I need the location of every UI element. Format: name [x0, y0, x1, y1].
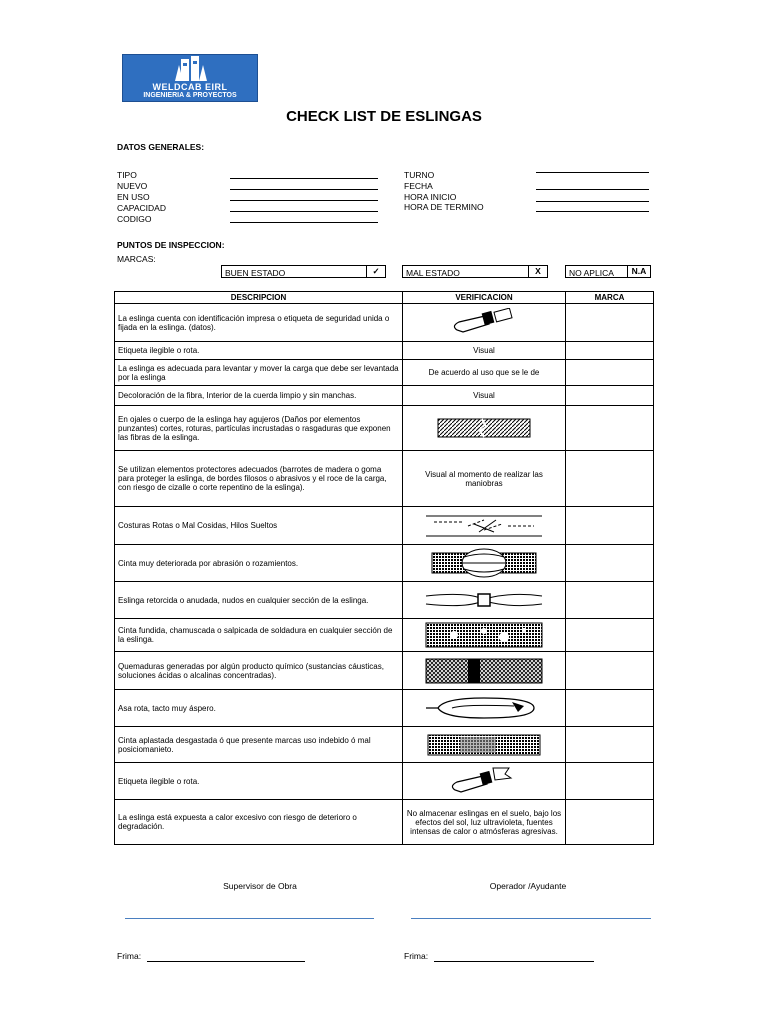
row-description: Eslinga retorcida o anudada, nudos en cualquier sección de la eslinga. [115, 582, 403, 619]
row-mark-cell[interactable] [566, 690, 654, 727]
row-mark-cell[interactable] [566, 386, 654, 406]
row-description: Cinta fundida, chamuscada o salpicada de soldadura en cualquier sección de la eslinga. [115, 619, 403, 652]
x-mark-icon: X [528, 266, 547, 277]
row-mark-cell[interactable] [566, 727, 654, 763]
field-nuevo-label: NUEVO [117, 181, 148, 191]
na-mark-icon: N.A [627, 266, 650, 277]
row-verification [403, 406, 566, 451]
row-description: Asa rota, tacto muy áspero. [115, 690, 403, 727]
legend-no-aplica [565, 265, 651, 278]
legend-mal-estado [402, 265, 548, 278]
table-row [115, 690, 654, 727]
row-mark-cell[interactable] [566, 507, 654, 545]
row-verification [403, 652, 566, 690]
legend-buen-estado [221, 265, 386, 278]
table-row [115, 360, 654, 386]
field-en-uso-label: EN USO [117, 192, 150, 202]
field-capacidad-input[interactable] [230, 211, 378, 212]
row-verification [403, 727, 566, 763]
table-row [115, 304, 654, 342]
table-row [115, 386, 654, 406]
table-row [115, 652, 654, 690]
table-row [115, 545, 654, 582]
row-mark-cell[interactable] [566, 800, 654, 845]
field-turno-input[interactable] [536, 172, 649, 173]
page-title: CHECK LIST DE ESLINGAS [286, 108, 482, 125]
row-mark-cell[interactable] [566, 342, 654, 360]
firma-right-label: Frima: [404, 951, 429, 961]
header-verificacion: VERIFICACION [403, 292, 566, 304]
table-row [115, 582, 654, 619]
chemical-burn-icon [424, 655, 544, 687]
marcas-label: MARCAS: [117, 254, 156, 264]
row-description: Etiqueta ilegible o rota. [115, 342, 403, 360]
field-codigo-label: CODIGO [117, 214, 152, 224]
check-mark-icon: ✓ [366, 266, 385, 277]
operador-label: Operador /Ayudante [489, 881, 567, 891]
header-marca: MARCA [566, 292, 654, 304]
torn-tag-icon [449, 766, 519, 796]
datos-generales-heading: DATOS GENERALES: [117, 142, 205, 152]
table-row [115, 800, 654, 845]
row-description: La eslinga es adecuada para levantar y mover la carga que debe ser levantada por la eslinga [115, 360, 403, 386]
cut-webbing-icon [436, 415, 532, 441]
firma-left-label: Frima: [117, 951, 142, 961]
row-description: Cinta muy deteriorada por abrasión o rozamientos. [115, 545, 403, 582]
row-verification [403, 545, 566, 582]
table-row [115, 763, 654, 800]
header-descripcion: DESCRIPCION [115, 292, 403, 304]
abraded-webbing-icon [430, 547, 538, 579]
row-verification [403, 304, 566, 342]
crushed-webbing-icon [426, 731, 542, 759]
knotted-sling-icon [424, 586, 544, 614]
row-verification: De acuerdo al uso que se le de [403, 360, 566, 386]
row-description: En ojales o cuerpo de la eslinga hay agujeros (Daños por elementos punzantes) cortes, roturas, partículas incrustadas o rasgaduras que exponen las fibras de la eslinga. [115, 406, 403, 451]
legend-no-aplica-label: NO APLICA [569, 268, 614, 278]
buildings-logo-icon [123, 55, 259, 83]
row-verification [403, 690, 566, 727]
firma-left-input[interactable] [147, 961, 305, 962]
row-mark-cell[interactable] [566, 451, 654, 507]
row-description: La eslinga cuenta con identificación impresa o etiqueta de seguridad unida o fijada en la eslinga. (datos). [115, 304, 403, 342]
field-codigo-input[interactable] [230, 222, 378, 223]
table-row [115, 406, 654, 451]
row-description: Quemaduras generadas por algún producto químico (sustancias cáusticas, soluciones ácidas o alcalinas concentradas). [115, 652, 403, 690]
operador-signature-line[interactable] [411, 918, 651, 919]
row-verification [403, 507, 566, 545]
row-mark-cell[interactable] [566, 652, 654, 690]
table-row [115, 342, 654, 360]
field-tipo-label: TIPO [117, 170, 137, 180]
sling-tag-icon [449, 308, 519, 338]
row-verification: Visual [403, 342, 566, 360]
table-row [115, 507, 654, 545]
field-fecha-input[interactable] [536, 189, 649, 190]
broken-eye-icon [424, 694, 544, 722]
row-description: Cinta aplastada desgastada ó que presente marcas uso indebido ó mal posiciomanieto. [115, 727, 403, 763]
broken-stitch-icon [424, 512, 544, 540]
supervisor-signature-line[interactable] [125, 918, 374, 919]
row-description: Decoloración de la fibra, Interior de la cuerda limpio y sin manchas. [115, 386, 403, 406]
table-row [115, 451, 654, 507]
row-mark-cell[interactable] [566, 304, 654, 342]
row-mark-cell[interactable] [566, 406, 654, 451]
field-hora-termino-input[interactable] [536, 211, 649, 212]
legend-buen-estado-label: BUEN ESTADO [225, 268, 286, 278]
legend-mal-estado-label: MAL ESTADO [406, 268, 460, 278]
field-capacidad-label: CAPACIDAD [117, 203, 166, 213]
weld-spatter-icon [424, 621, 544, 649]
row-description: Se utilizan elementos protectores adecuados (barrotes de madera o goma para proteger la eslinga, de bordes filosos o abrasivos y el roce de la carga, con riesgo de cizalle o corte repentino de la eslinga). [115, 451, 403, 507]
supervisor-label: Supervisor de Obra [223, 881, 297, 891]
table-row [115, 727, 654, 763]
field-tipo-input[interactable] [230, 178, 378, 179]
row-verification: No almacenar eslingas en el suelo, bajo los efectos del sol, luz ultravioleta, fuentes intensas de calor o atmósferas agresivas. [403, 800, 566, 845]
firma-right-input[interactable] [434, 961, 594, 962]
field-hora-inicio-label: HORA INICIO [404, 192, 457, 202]
field-nuevo-input[interactable] [230, 189, 378, 190]
row-verification [403, 582, 566, 619]
field-en-uso-input[interactable] [230, 200, 378, 201]
logo-name: WELDCAB EIRL [152, 82, 228, 92]
field-hora-inicio-input[interactable] [536, 201, 649, 202]
inspection-table [114, 291, 654, 845]
row-verification [403, 619, 566, 652]
logo-tagline: INGENIERIA & PROYECTOS [143, 92, 237, 99]
company-logo [122, 54, 258, 102]
field-fecha-label: FECHA [404, 181, 433, 191]
row-mark-cell[interactable] [566, 360, 654, 386]
row-mark-cell[interactable] [566, 619, 654, 652]
row-verification [403, 763, 566, 800]
row-verification: Visual al momento de realizar las maniobras [403, 451, 566, 507]
row-description: La eslinga está expuesta a calor excesivo con riesgo de deterioro o degradación. [115, 800, 403, 845]
row-mark-cell[interactable] [566, 763, 654, 800]
row-mark-cell[interactable] [566, 545, 654, 582]
puntos-inspeccion-heading: PUNTOS DE INSPECCION: [117, 240, 225, 250]
row-description: Costuras Rotas o Mal Cosidas, Hilos Sueltos [115, 507, 403, 545]
row-mark-cell[interactable] [566, 582, 654, 619]
row-verification: Visual [403, 386, 566, 406]
table-row [115, 619, 654, 652]
row-description: Etiqueta ilegible o rota. [115, 763, 403, 800]
field-turno-label: TURNO [404, 170, 435, 180]
field-hora-termino-label: HORA DE TERMINO [404, 202, 484, 212]
